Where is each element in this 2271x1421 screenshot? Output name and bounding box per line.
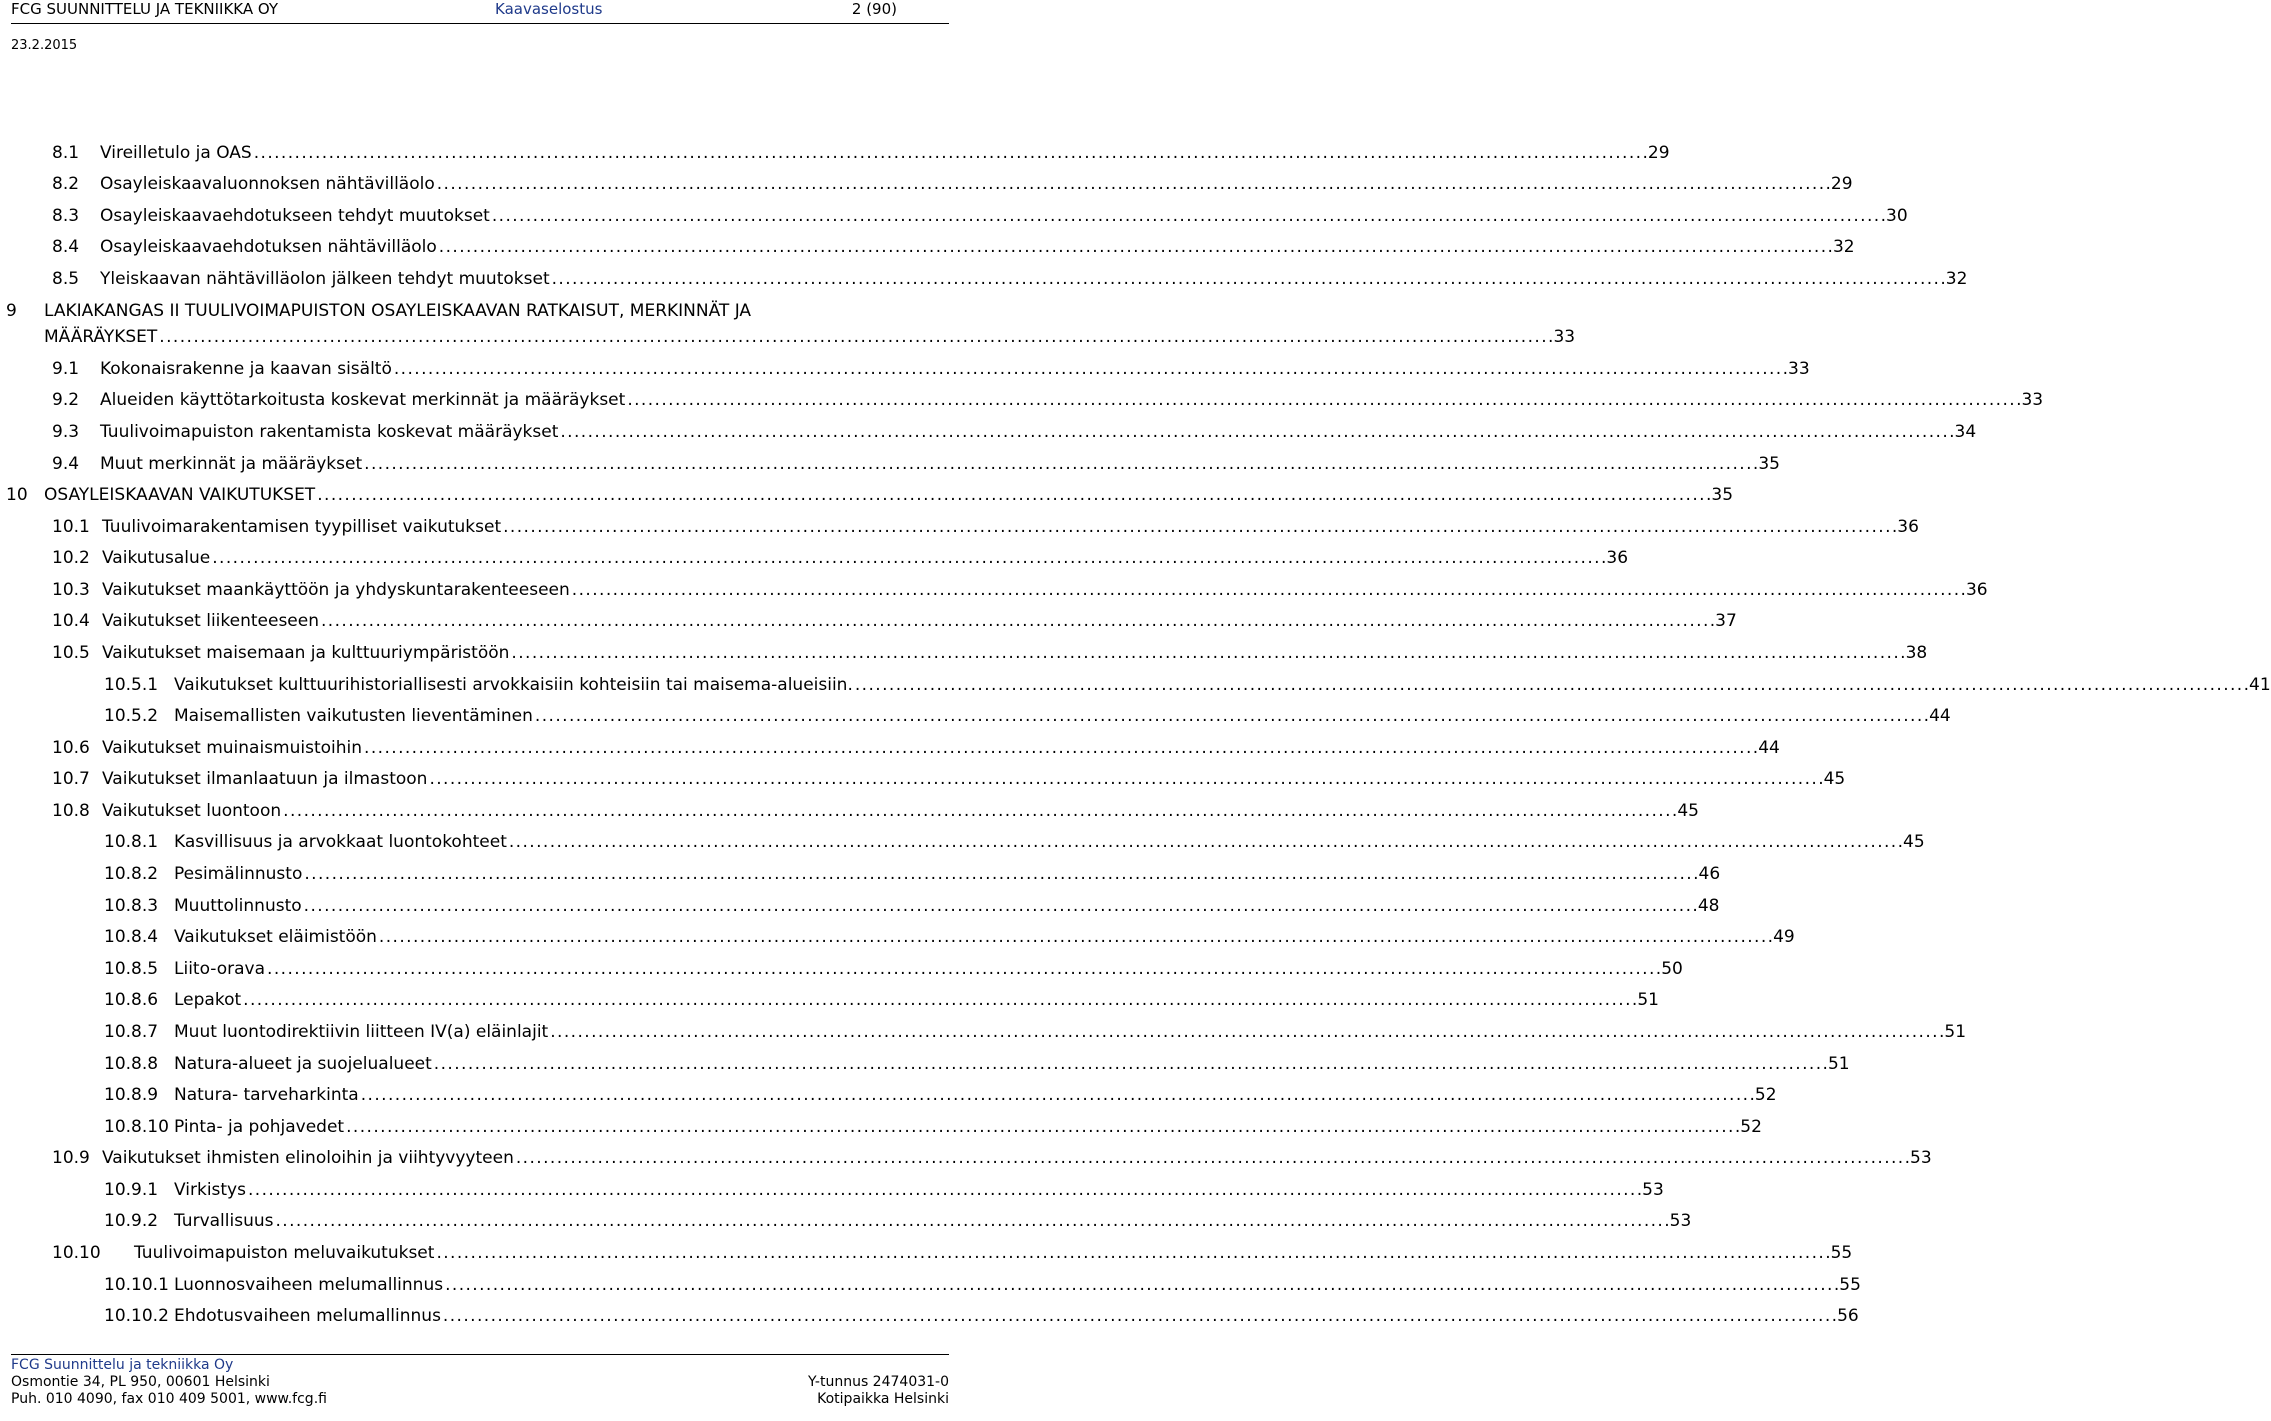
toc-entry[interactable] <box>0 1147 1932 1173</box>
toc-title: Vaikutukset liikenteeseen <box>102 611 319 631</box>
toc-title: Pinta- ja pohjavedet <box>174 1117 345 1137</box>
toc-leader <box>304 863 1696 885</box>
toc-page: 32 <box>1945 269 1968 289</box>
toc-title: Muut luontodirektiivin liitteen IV(a) eläinlajit <box>174 1022 549 1042</box>
toc-number: 10.5.2 <box>104 706 159 726</box>
toc-page: 53 <box>1669 1211 1692 1231</box>
page-footer <box>11 1357 949 1408</box>
toc-leader <box>439 236 1831 258</box>
toc-leader <box>443 1305 1835 1327</box>
toc-page: 55 <box>1839 1275 1861 1295</box>
toc-page: 32 <box>1832 237 1855 257</box>
toc-page: 45 <box>1823 769 1846 789</box>
toc-leader <box>627 389 2019 411</box>
toc-number: 10.5.1 <box>104 675 159 695</box>
toc-page: 56 <box>1837 1306 1859 1326</box>
toc-number: 8.4 <box>52 237 80 257</box>
toc-number: 10.8.7 <box>104 1022 159 1042</box>
footer-contact: Puh. 010 4090, fax 010 409 5001, www.fcg.fi <box>11 1391 327 1407</box>
toc-title: Kokonaisrakenne ja kaavan sisältö <box>100 359 392 379</box>
toc-number: 10.8.9 <box>104 1085 159 1105</box>
footer-divider <box>11 1354 949 1355</box>
toc-title: Osayleiskaavaehdotukseen tehdyt muutokset <box>100 206 490 226</box>
toc-leader <box>492 205 1884 227</box>
toc-number: 10.8 <box>52 801 90 821</box>
toc-number: 10.8.8 <box>104 1054 159 1074</box>
toc-leader <box>445 1274 1837 1296</box>
toc-leader <box>275 1210 1667 1232</box>
toc-leader <box>283 800 1675 822</box>
toc-number: 10.10 <box>52 1243 101 1263</box>
footer-row-address <box>11 1374 949 1391</box>
toc-page: 29 <box>1647 143 1670 163</box>
toc-page: 51 <box>1637 990 1659 1010</box>
toc-page: 38 <box>1905 643 1928 663</box>
toc-leader <box>346 1116 1738 1138</box>
toc-title: Vaikutukset maankäyttöön ja yhdyskuntarakenteeseen <box>102 580 570 600</box>
toc-number: 10.8.4 <box>104 927 159 947</box>
toc-number: 9.1 <box>52 359 80 379</box>
header-date: 23.2.2015 <box>11 38 78 53</box>
toc-leader <box>511 642 1903 664</box>
toc-page: 36 <box>1606 548 1629 568</box>
toc-entry[interactable] <box>0 1053 1850 1079</box>
toc-page: 33 <box>2021 390 2044 410</box>
toc-number: 10.6 <box>52 738 90 758</box>
toc-entry[interactable] <box>0 358 1810 384</box>
toc-title: Tuulivoimarakentamisen tyypilliset vaikutukset <box>102 517 502 537</box>
toc-leader <box>509 831 1901 853</box>
toc-title: Lepakot <box>174 990 242 1010</box>
toc-leader <box>503 516 1895 538</box>
toc-leader <box>361 1084 1753 1106</box>
toc-page: 33 <box>1788 359 1810 379</box>
toc-leader <box>855 674 2247 696</box>
toc-chapter-line <box>6 300 751 322</box>
toc-entry[interactable] <box>0 674 2271 700</box>
toc-leader <box>429 768 1821 790</box>
toc-title: Osayleiskaavaehdotuksen nähtävilläolo <box>100 237 437 257</box>
toc-leader <box>535 705 1927 727</box>
toc-title: Luonnosvaiheen melumallinnus <box>174 1275 444 1295</box>
toc-leader <box>243 989 1635 1011</box>
toc-number: 10.9.2 <box>104 1211 159 1231</box>
toc-title: Ehdotusvaiheen melumallinnus <box>174 1306 441 1326</box>
toc-page: 48 <box>1697 896 1720 916</box>
toc-number: 10.8.6 <box>104 990 159 1010</box>
toc-title: Vireilletulo ja OAS <box>100 143 252 163</box>
footer-company-name: FCG Suunnittelu ja tekniikka Oy <box>11 1357 234 1373</box>
toc-number: 10.8.5 <box>104 959 159 979</box>
toc-entry[interactable] <box>0 516 1919 542</box>
toc-page: 49 <box>1773 927 1795 947</box>
toc-leader <box>379 926 1771 948</box>
toc-page: 33 <box>1553 327 1576 347</box>
toc-number: 10.10.1 <box>104 1275 169 1295</box>
toc-title: Muuttolinnusto <box>174 896 302 916</box>
toc-page: 51 <box>1827 1054 1850 1074</box>
toc-page: 51 <box>1944 1022 1967 1042</box>
toc-entry[interactable] <box>0 268 1968 294</box>
toc-number: 10.9 <box>52 1148 90 1168</box>
toc-entry[interactable] <box>0 1084 1777 1110</box>
toc-title: Kasvillisuus ja arvokkaat luontokohteet <box>174 832 507 852</box>
toc-entry-chapter[interactable] <box>0 300 1576 352</box>
toc-title: Vaikutukset maisemaan ja kulttuuriympäristöön <box>102 643 510 663</box>
toc-page: 41 <box>2249 675 2271 695</box>
toc-title: Natura- tarveharkinta <box>174 1085 359 1105</box>
toc-number: 10.9.1 <box>104 1180 159 1200</box>
toc-entry[interactable] <box>0 958 1683 984</box>
toc-entry[interactable] <box>0 1274 1861 1300</box>
toc-entry[interactable] <box>0 1305 1859 1331</box>
toc-leader <box>212 547 1604 569</box>
toc-title: Vaikutukset kulttuurihistoriallisesti arvokkaisiin kohteisiin tai maisema-alueisiin. <box>174 675 853 695</box>
toc-number: 10 <box>6 485 28 505</box>
toc-title: Natura-alueet ja suojelualueet <box>174 1054 432 1074</box>
toc-number: 9.2 <box>52 390 80 410</box>
toc-title: Liito-orava <box>174 959 266 979</box>
toc-number: 10.8.1 <box>104 832 159 852</box>
toc-leader <box>254 142 1646 164</box>
toc-title: Vaikutusalue <box>102 548 211 568</box>
toc-page: 30 <box>1886 206 1908 226</box>
header-divider <box>11 23 949 24</box>
toc-leader <box>572 579 1964 601</box>
toc-leader <box>436 1242 1828 1264</box>
toc-title: Vaikutukset eläimistöön <box>174 927 377 947</box>
toc-title: LAKIAKANGAS II TUULIVOIMAPUISTON OSAYLEISKAAVAN RATKAISUT, MERKINNÄT JA <box>44 301 752 321</box>
toc-leader <box>317 484 1709 506</box>
toc-leader <box>434 1053 1826 1075</box>
toc-number: 8.5 <box>52 269 80 289</box>
toc-number: 10.3 <box>52 580 90 600</box>
toc-entry[interactable] <box>0 1021 1967 1047</box>
toc-entry[interactable] <box>0 989 1659 1015</box>
toc-page: 52 <box>1740 1117 1762 1137</box>
toc-leader <box>248 1179 1640 1201</box>
toc-leader <box>364 737 1756 759</box>
footer-row-contact <box>11 1391 949 1408</box>
toc-title: Tuulivoimapuiston meluvaikutukset <box>134 1243 435 1263</box>
toc-page: 50 <box>1661 959 1683 979</box>
toc-number: 10.1 <box>52 517 90 537</box>
toc-number: 10.7 <box>52 769 90 789</box>
toc-page: 35 <box>1758 454 1780 474</box>
toc-entry-chapter[interactable] <box>0 484 1734 510</box>
toc-number: 9.3 <box>52 422 80 442</box>
toc-entry[interactable] <box>0 705 1951 731</box>
toc-page: 53 <box>1642 1180 1664 1200</box>
toc-page: 34 <box>1954 422 1977 442</box>
toc-title: Pesimälinnusto <box>174 864 303 884</box>
toc-page: 36 <box>1897 517 1919 537</box>
toc-leader <box>321 610 1713 632</box>
toc-page: 37 <box>1715 611 1737 631</box>
toc-leader <box>560 421 1952 443</box>
toc-entry[interactable] <box>0 610 1737 636</box>
toc-number: 9 <box>6 301 17 321</box>
toc-page: 45 <box>1677 801 1699 821</box>
toc-title: Vaikutukset ilmanlaatuun ja ilmastoon <box>102 769 428 789</box>
toc-title: Maisemallisten vaikutusten lieventäminen <box>174 706 533 726</box>
toc-title: Tuulivoimapuiston rakentamista koskevat määräykset <box>100 422 559 442</box>
toc-entry[interactable] <box>0 737 1780 763</box>
toc-number: 10.4 <box>52 611 90 631</box>
toc-leader <box>552 268 1944 290</box>
toc-leader <box>159 326 1551 348</box>
toc-number: 10.5 <box>52 643 90 663</box>
toc-entry[interactable] <box>0 1242 1853 1268</box>
toc-title: OSAYLEISKAAVAN VAIKUTUKSET <box>44 485 316 505</box>
toc-number: 10.8.2 <box>104 864 159 884</box>
toc-title: Vaikutukset luontoon <box>102 801 282 821</box>
footer-domicile: Kotipaikka Helsinki <box>817 1391 949 1407</box>
toc-entry[interactable] <box>0 800 1699 826</box>
toc-number: 10.2 <box>52 548 90 568</box>
toc-entry[interactable] <box>0 895 1720 921</box>
toc-title: Vaikutukset muinaismuistoihin <box>102 738 363 758</box>
toc-entry[interactable] <box>0 1116 1762 1142</box>
toc-leader <box>516 1147 1908 1169</box>
toc-number: 8.1 <box>52 143 80 163</box>
toc-page: 35 <box>1711 485 1734 505</box>
toc-entry[interactable] <box>0 389 2044 415</box>
toc-entry[interactable] <box>0 421 1977 447</box>
toc-entry[interactable] <box>0 579 1988 605</box>
header-company: FCG SUUNNITTELU JA TEKNIIKKA OY <box>11 0 279 18</box>
toc-entry[interactable] <box>0 926 1795 952</box>
footer-business-id: Y-tunnus 2474031-0 <box>808 1374 949 1390</box>
toc-entry[interactable] <box>0 642 1928 668</box>
toc-entry[interactable] <box>0 205 1908 231</box>
header-page-number: 2 (90) <box>851 0 897 18</box>
toc-page: 29 <box>1830 174 1853 194</box>
toc-leader <box>394 358 1786 380</box>
footer-address: Osmontie 34, PL 950, 00601 Helsinki <box>11 1374 270 1390</box>
toc-page: 44 <box>1929 706 1951 726</box>
toc-page: 53 <box>1910 1148 1932 1168</box>
toc-title: Osayleiskaavaluonnoksen nähtävilläolo <box>100 174 435 194</box>
toc-number: 10.8.3 <box>104 896 159 916</box>
toc-number: 8.2 <box>52 174 80 194</box>
toc-title: Turvallisuus <box>174 1211 274 1231</box>
page-header <box>11 0 949 53</box>
toc-entry[interactable] <box>0 1179 1664 1205</box>
toc-title: Muut merkinnät ja määräykset <box>100 454 363 474</box>
toc-number: 10.10.2 <box>104 1306 169 1326</box>
toc-title: Virkistys <box>174 1180 246 1200</box>
header-document-title: Kaavaselostus <box>495 0 603 18</box>
toc-entry[interactable] <box>0 453 1780 479</box>
toc-entry[interactable] <box>0 768 1846 794</box>
toc-entry[interactable] <box>0 831 1925 857</box>
toc-leader <box>550 1021 1942 1043</box>
toc-number: 8.3 <box>52 206 80 226</box>
toc-entry[interactable] <box>0 547 1629 573</box>
toc-title: Yleiskaavan nähtävilläolon jälkeen tehdyt muutokset <box>100 269 550 289</box>
toc-page: 52 <box>1754 1085 1777 1105</box>
toc-page: 36 <box>1965 580 1988 600</box>
toc-page: 55 <box>1830 1243 1853 1263</box>
toc-entry[interactable] <box>0 863 1721 889</box>
toc-entry[interactable] <box>0 236 1855 262</box>
toc-number: 9.4 <box>52 454 80 474</box>
toc-title: Vaikutukset ihmisten elinoloihin ja viihtyvyyteen <box>102 1148 514 1168</box>
toc-entry[interactable] <box>0 142 1670 168</box>
toc-chapter-line-continued <box>44 326 1576 348</box>
toc-page: 45 <box>1903 832 1925 852</box>
toc-title-continued: MÄÄRÄYKSET <box>44 327 158 347</box>
toc-number: 10.8.10 <box>104 1117 169 1137</box>
toc-entry[interactable] <box>0 173 1853 199</box>
toc-entry[interactable] <box>0 1210 1692 1236</box>
toc-page: 44 <box>1758 738 1780 758</box>
toc-leader <box>437 173 1829 195</box>
toc-leader <box>267 958 1659 980</box>
toc-leader <box>364 453 1756 475</box>
toc-leader <box>304 895 1696 917</box>
toc-title: Alueiden käyttötarkoitusta koskevat merkinnät ja määräykset <box>100 390 626 410</box>
toc-page: 46 <box>1698 864 1721 884</box>
